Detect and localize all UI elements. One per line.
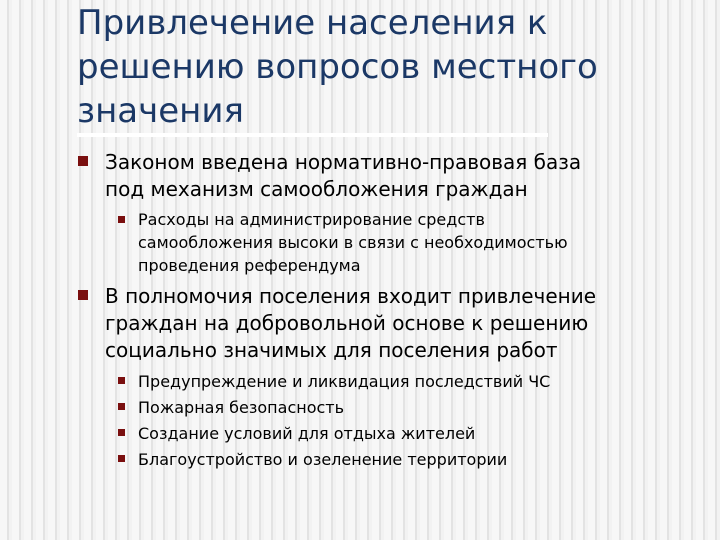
sub-bullet-text-line: Создание условий для отдыха жителей: [138, 424, 476, 443]
square-bullet-icon: [118, 429, 125, 436]
title-line: решению вопросов местного: [77, 47, 598, 87]
square-bullet-icon: [78, 156, 88, 166]
square-bullet-icon: [118, 403, 125, 410]
sub-bullet-item: [110, 395, 702, 421]
sub-bullet-list: [110, 208, 702, 277]
sub-bullet-text-line: Благоустройство и озеленение территории: [138, 450, 508, 469]
sub-bullet-item: [110, 421, 702, 447]
sub-bullet-text-line: Расходы на администрирование средств: [138, 210, 485, 229]
title-line: Привлечение населения к: [77, 3, 548, 43]
square-bullet-icon: [118, 216, 125, 223]
sub-bullet-text-line: проведения референдума: [138, 256, 361, 275]
title-line: значения: [77, 91, 244, 131]
sub-bullet-list: [110, 369, 702, 473]
sub-bullet-text-line: Пожарная безопасность: [138, 398, 345, 417]
sub-bullet-item: [110, 208, 702, 277]
bullet-text-line: граждан на добровольной основе к решению: [105, 311, 589, 335]
bullet-text-line: В полномочия поселения входит привлечение: [105, 284, 597, 308]
title-divider: [77, 133, 548, 137]
bullet-item: [77, 149, 702, 277]
bullet-list: [77, 149, 702, 473]
bullet-text-line: социально значимых для поселения работ: [105, 338, 558, 362]
sub-bullet-item: [110, 447, 702, 473]
square-bullet-icon: [118, 377, 125, 384]
sub-bullet-text-line: Предупреждение и ликвидация последствий ЧС: [138, 372, 551, 391]
square-bullet-icon: [78, 290, 88, 300]
bullet-text-line: Законом введена нормативно-правовая база: [105, 150, 582, 174]
square-bullet-icon: [118, 455, 125, 462]
bullet-item: [77, 283, 702, 473]
bullet-text-line: под механизм самообложения граждан: [105, 177, 528, 201]
slide-title: [77, 1, 697, 133]
sub-bullet-text-line: самообложения высоки в связи с необходимостью: [138, 233, 568, 252]
sub-bullet-item: [110, 369, 702, 395]
